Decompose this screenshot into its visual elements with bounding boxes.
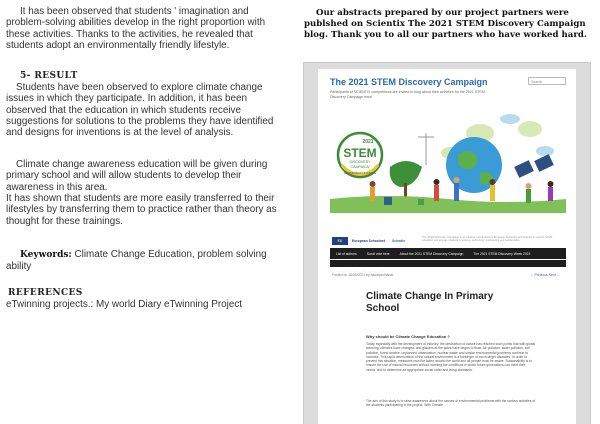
- post-question: Why should be Climate Change Education ?: [366, 334, 450, 339]
- nav-item-week[interactable]: The 2021 STEM Discovery Week 2019: [473, 251, 531, 256]
- main-nav: [330, 248, 566, 259]
- campaign-banner: [330, 103, 566, 235]
- references-heading: REFERENCES: [8, 288, 83, 298]
- nav-item-authors[interactable]: List of authors: [336, 251, 357, 256]
- sub-nav: [330, 260, 566, 274]
- banner-stem: STEM: [343, 146, 377, 160]
- site-description: Participants of SCIENTIX competitions are invited to blog about their activities for the 2021 STEM Discovery Campaign here!: [330, 90, 485, 99]
- blog-page: [318, 69, 576, 424]
- blog-screenshot: [303, 62, 591, 424]
- sponsor-bar: [330, 235, 566, 247]
- keywords-label: Keywords:: [20, 250, 72, 260]
- post-meta: [332, 273, 564, 281]
- keywords-line: [6, 249, 288, 273]
- posted-on: Posted on 18/05/2021 by basarperihanal: [332, 273, 394, 277]
- article-right-column: [292, 0, 600, 424]
- site-title[interactable]: The 2021 STEM Discovery Campaign: [330, 77, 488, 87]
- banner-campaign: CAMPAIGN: [350, 165, 370, 169]
- result-paragraph-3: It has shown that students are more easily transferred to their lifestyles by transferring them to practice rather than theory as thought for these trainings.: [6, 193, 277, 227]
- references-text: eTwinning projects.: My world Diary eTwinning Project: [6, 299, 242, 310]
- sponsor-logo-2: Scientix: [392, 239, 406, 243]
- search-input[interactable]: Search: [528, 77, 566, 85]
- sponsor-disclaimer: The STEM Discovery Campaign is an initiative coordinated by European Schoolnet and Scientix to support STEM education and engage students in science, technology, engineering and mathematics.: [422, 236, 553, 243]
- sponsor-logo-1: European Schoolnet: [352, 239, 385, 243]
- post-body-continued: The aim of this study is to raise awareness about the causes of environmental problems with the various activities of the students participating in the project. With Climate: [366, 399, 536, 408]
- post-title: Climate Change In Primary School: [366, 291, 494, 314]
- eu-flag-icon: EU: [332, 237, 348, 245]
- figure-caption: Our abstracts prepared by our project partners were publshed on Scientix The 2021 STEM Discovery Campaign blog. Thank you to all our partners who have worked hard.: [304, 8, 587, 40]
- banner-year: 2021: [362, 139, 374, 145]
- result-paragraph-1: Students have been observed to explore climate change issues in which they participate. In addition, it has been observed that the education in which students receive suggestions for solutions to the problems they have identified and designs for inventions is at the level of analysis.: [6, 82, 274, 139]
- banner-discovery: DISCOVERY: [349, 160, 371, 164]
- keywords-text: Climate Change Education, problem solving ability: [6, 249, 267, 273]
- nav-item-about[interactable]: About the 2021 STEM Discovery Campaign: [399, 251, 464, 256]
- banner-arc: SUSTAINABILITY & CLIMATE: [343, 172, 377, 175]
- subnav-item[interactable]: The STEM Discovery Week 2019: [336, 270, 385, 274]
- article-left-column: [0, 0, 292, 424]
- post-body: Today especially with the development of industry, the destruction of nature has reached such points that with global warming, climates have changed, and glaciers at the poles have begun to thaw. Air pollution, water pollution, soil pollution, forest decline, unplanned urbanization, nuclear waste and similar environmental problems continue to increase. This rapid deterioration of the natural environment is a harbinger of much larger disasters. In order to prevent this situation, measures must be taken around the world and all people must be aware. Sustainability is to ensure the use of natural resources without harming the conditions in which future generations can meet their needs, and to determine an appropriate social order and living standards.: [366, 342, 536, 372]
- prev-next-links[interactable]: ← Previous Next →: [530, 273, 560, 277]
- intro-paragraph: It has been observed that students ' imagination and problem-solving abilities develop in the right proportion with these activities. Thanks to the activities, he revealed that students adopt an environmentally friendly lifestyle.: [6, 6, 266, 51]
- nav-item-vote[interactable]: Scroll vote here: [366, 251, 390, 256]
- result-heading: 5- RESULT: [20, 71, 78, 81]
- result-paragraph-2: Climate change awareness education will be given during primary school and will allow students to develop their awareness in this area.: [6, 159, 268, 193]
